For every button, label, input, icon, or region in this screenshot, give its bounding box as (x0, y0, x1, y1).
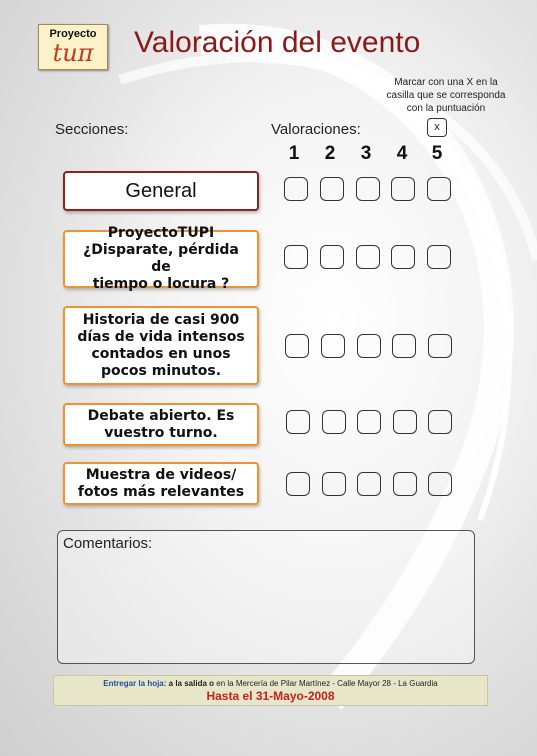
rating-checkbox-general-1[interactable] (284, 177, 308, 201)
section-historia (63, 306, 259, 385)
instructions-line-3: con la puntuación (406, 103, 486, 114)
rating-checkbox-videos-5[interactable] (428, 472, 452, 496)
rating-checkbox-debate-2[interactable] (322, 410, 346, 434)
section-line: ProyectoTUPI (107, 225, 215, 241)
rating-checkbox-historia-5[interactable] (428, 334, 452, 358)
footer-banner (53, 675, 488, 706)
rating-checkbox-general-5[interactable] (427, 177, 451, 201)
comments-field[interactable] (62, 557, 471, 661)
rating-checkbox-proyectotupi-5[interactable] (427, 245, 451, 269)
rating-number-4: 4 (396, 143, 408, 164)
section-line: Muestra de videos/ (85, 466, 237, 483)
section-videos (63, 462, 259, 505)
logo (38, 24, 108, 70)
rating-checkbox-debate-5[interactable] (428, 410, 452, 434)
rating-checkbox-historia-4[interactable] (392, 334, 416, 358)
rating-checkbox-historia-2[interactable] (321, 334, 345, 358)
rating-number-2: 2 (324, 143, 336, 164)
rating-checkbox-videos-3[interactable] (357, 472, 381, 496)
section-line: pocos minutos. (100, 362, 222, 379)
rating-checkbox-proyectotupi-1[interactable] (284, 245, 308, 269)
rating-checkbox-videos-1[interactable] (286, 472, 310, 496)
section-line: contados en unos (91, 345, 231, 362)
logo-bottom-text: tuπ (52, 39, 94, 67)
rating-checkbox-debate-3[interactable] (357, 410, 381, 434)
rating-checkbox-debate-4[interactable] (393, 410, 417, 434)
ratings-header: Valoraciones: (271, 121, 361, 138)
comments-box (57, 530, 475, 664)
instructions (366, 76, 526, 115)
footer-location-text: en la Mercería de Pilar Martínez - Calle Mayor 28 - La Guardia (216, 679, 438, 688)
instructions-line-2: casilla que se corresponda (386, 90, 506, 101)
rating-checkbox-historia-3[interactable] (357, 334, 381, 358)
footer-exit-text: a la salida o (168, 679, 215, 688)
section-line: ¿Disparate, pérdida de (83, 242, 239, 275)
page-title: Valoración del evento (134, 26, 421, 59)
rating-checkbox-general-4[interactable] (391, 177, 415, 201)
rating-checkbox-historia-1[interactable] (285, 334, 309, 358)
rating-checkbox-proyectotupi-2[interactable] (320, 245, 344, 269)
footer-deadline: Hasta el 31-Mayo-2008 (206, 689, 335, 703)
section-line: días de vida intensos (77, 328, 245, 345)
section-line: Debate abierto. Es (87, 407, 235, 424)
footer-deliver-label: Entregar la hoja: (103, 679, 167, 688)
rating-number-3: 3 (360, 143, 372, 164)
logo-top-text: Proyecto (49, 28, 97, 40)
rating-checkbox-debate-1[interactable] (286, 410, 310, 434)
comments-label: Comentarios: (63, 535, 153, 552)
section-debate (63, 403, 259, 446)
section-line: vuestro turno. (104, 424, 218, 441)
section-general (63, 171, 259, 211)
rating-checkbox-proyectotupi-4[interactable] (391, 245, 415, 269)
section-line: fotos más relevantes (77, 483, 245, 500)
section-line: General (125, 179, 197, 202)
rating-number-5: 5 (431, 143, 443, 164)
footer-delivery-line (54, 679, 487, 688)
rating-checkbox-general-2[interactable] (320, 177, 344, 201)
instructions-line-1: Marcar con una X en la (394, 77, 498, 88)
rating-checkbox-videos-4[interactable] (393, 472, 417, 496)
example-checkbox: x (427, 118, 447, 137)
rating-checkbox-videos-2[interactable] (322, 472, 346, 496)
rating-checkbox-proyectotupi-3[interactable] (356, 245, 380, 269)
section-proyectotupi (63, 225, 259, 292)
section-line: Historia de casi 900 (82, 311, 240, 328)
rating-number-1: 1 (288, 143, 300, 164)
sections-header: Secciones: (55, 121, 129, 138)
section-line: tiempo o locura ? (92, 276, 230, 292)
rating-checkbox-general-3[interactable] (356, 177, 380, 201)
